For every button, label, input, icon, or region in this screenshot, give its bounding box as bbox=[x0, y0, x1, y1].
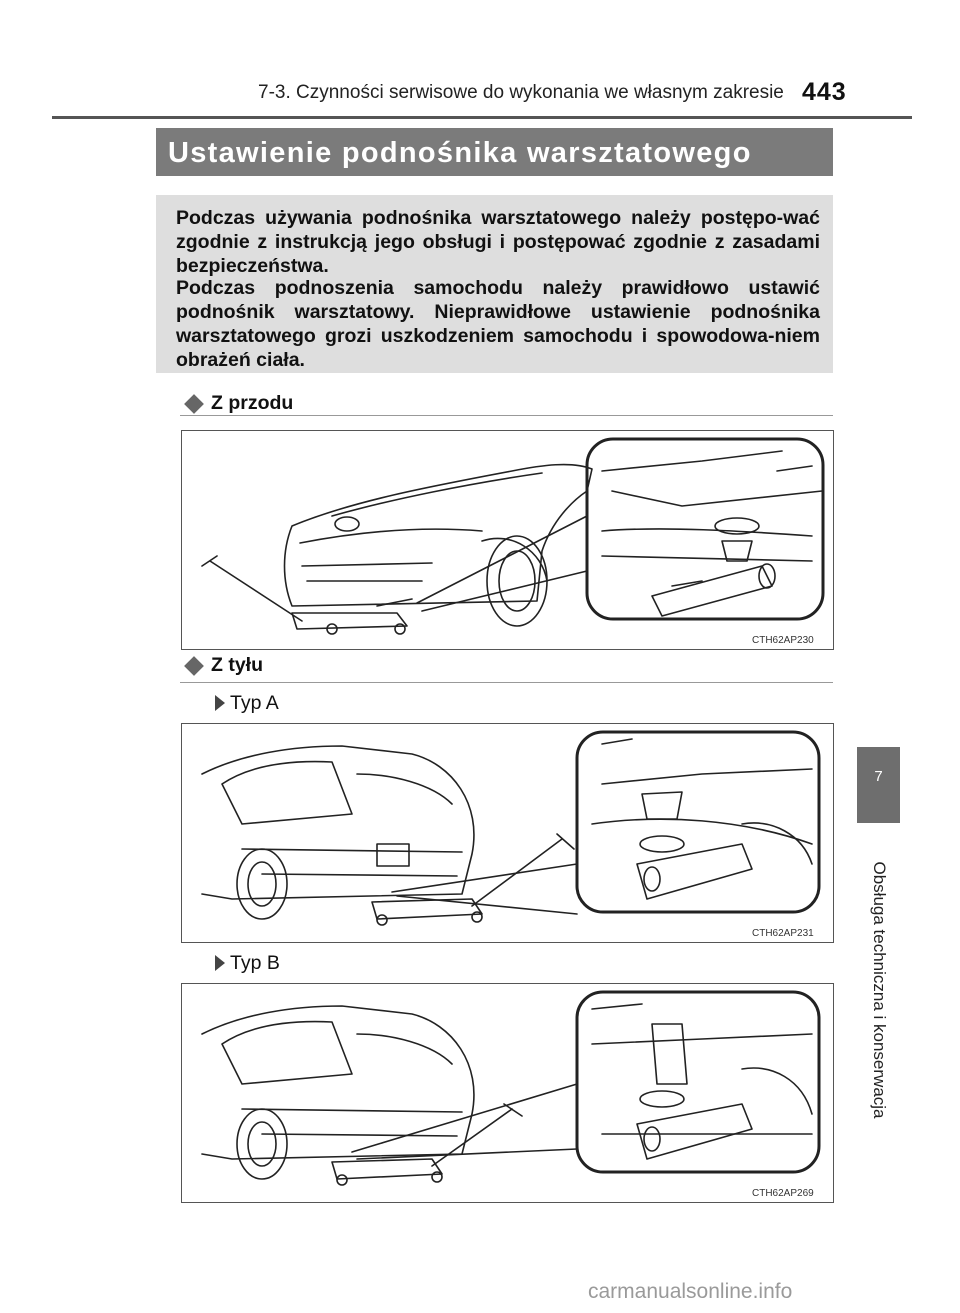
figure-code: CTH62AP269 bbox=[752, 1188, 814, 1199]
info-paragraph-2: Podczas podnoszenia samochodu należy prawidłowo ustawić podnośnik warsztatowy. Nieprawidłowe ustawienie podnośnika warsztatowego grozi uszkodzeniem samochodu i spowodowa-niem obrażeń ciała. bbox=[176, 277, 820, 371]
section-heading-rear: Z tyłu bbox=[211, 654, 263, 676]
figure-rear-type-a bbox=[181, 723, 834, 943]
figure-rear-type-b bbox=[181, 983, 834, 1203]
page-number: 443 bbox=[802, 78, 847, 106]
section-rule bbox=[180, 415, 833, 416]
chapter-tab bbox=[857, 747, 900, 823]
type-a-label: Typ A bbox=[230, 692, 279, 714]
diamond-bullet-icon bbox=[184, 656, 204, 676]
figure-code: CTH62AP230 bbox=[752, 635, 814, 646]
page-title: Ustawienie podnośnika warsztatowego bbox=[168, 137, 752, 169]
chapter-title-vertical: Obsługa techniczna i konserwacja bbox=[870, 861, 889, 1119]
watermark: carmanualsonline.info bbox=[588, 1280, 793, 1303]
arrow-bullet-icon bbox=[215, 955, 225, 971]
arrow-bullet-icon bbox=[215, 695, 225, 711]
header-rule bbox=[52, 116, 912, 119]
figure-front-jack bbox=[181, 430, 834, 650]
section-heading-front: Z przodu bbox=[211, 392, 294, 414]
figure-code: CTH62AP231 bbox=[752, 928, 814, 939]
type-b-label: Typ B bbox=[230, 952, 280, 974]
info-paragraph-1: Podczas używania podnośnika warsztatowego należy postępo-wać zgodnie z instrukcją jego obsługi i postępować zgodnie z zasadami bezpieczeństwa. bbox=[176, 207, 820, 277]
running-header: 7-3. Czynności serwisowe do wykonania we własnym zakresie bbox=[258, 82, 784, 103]
chapter-number: 7 bbox=[874, 768, 883, 785]
diamond-bullet-icon bbox=[184, 394, 204, 414]
section-rule bbox=[180, 682, 833, 683]
